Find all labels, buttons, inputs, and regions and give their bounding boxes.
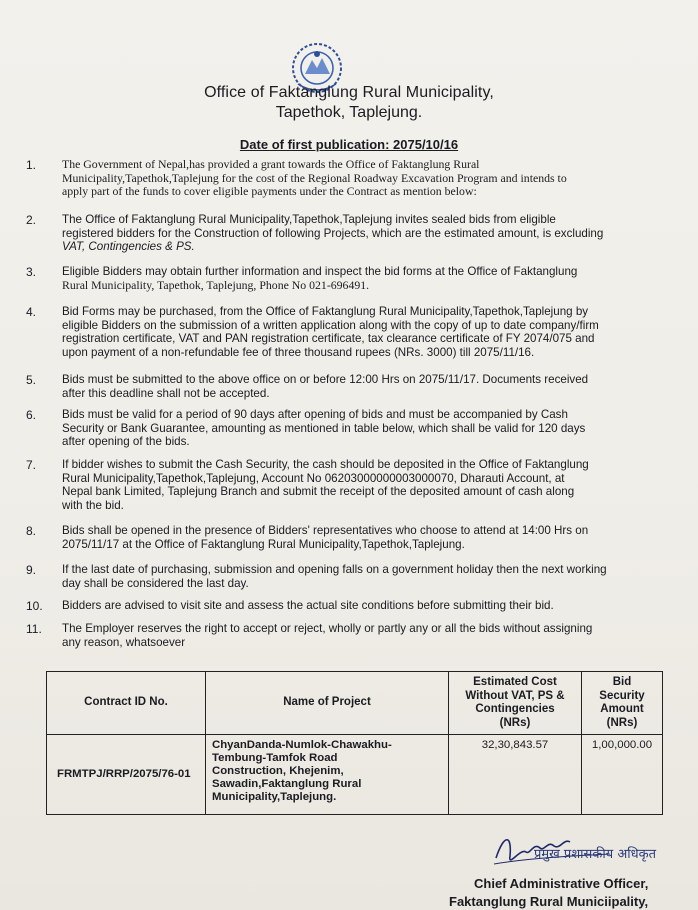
item-line: Rural Municipality, Tapethok, Taplejung, Phone No 021-696491.	[62, 277, 370, 292]
item-line: upon payment of a non-refundable fee of three thousand rupees (NRs. 3000) till 2075/11/16.	[62, 345, 535, 359]
item-line: Bids must be submitted to the above office on or before 12:00 Hrs on 2075/11/17. Documents received	[62, 373, 589, 386]
item-line: Bids shall be opened in the presence of Bidders' representatives who choose to attend at 14:00 Hrs on	[62, 524, 589, 537]
contract-table	[46, 671, 663, 815]
header-estimated-cost: Estimated Cost Without VAT, PS & Contingencies (NRs)	[449, 672, 582, 735]
item-line: Eligible Bidders may obtain further information and inspect the bid forms at the Office of Faktanglung	[62, 265, 578, 278]
item-line: The Office of Faktanglung Rural Municipality,Tapethok,Taplejung invites sealed bids from eligible	[62, 213, 556, 226]
item-line: after this deadline shall not be accepted.	[62, 386, 270, 400]
item-line: any reason, whatsoever	[62, 635, 186, 649]
cell-bid-security: 1,00,000.00	[582, 735, 663, 815]
item-line: Municipality,Tapethok,Taplejung for the cost of the Regional Roadway Excavation Program and intends to	[62, 170, 567, 185]
item-number: 1.	[26, 158, 37, 172]
item-number: 6.	[26, 408, 37, 422]
item-line: apply part of the funds to cover eligible payments under the Contract as mention below:	[62, 184, 477, 199]
item-line: day shall be considered the last day.	[62, 576, 249, 590]
item-line: 2075/11/17 at the Office of Faktanglung Rural Municipality,Tapethok,Taplejung.	[62, 537, 465, 551]
devanagari-stamp: प्रमुख प्रशासकीय अधिकृत	[534, 847, 657, 862]
table-row	[47, 735, 663, 815]
header-contract-id: Contract ID No.	[47, 672, 206, 735]
office-address-heading: Tapethok, Taplejung.	[275, 104, 423, 121]
item-line: eligible Bidders on the submission of a written application along with the copy of up to date company/firm	[62, 318, 599, 332]
item-line: The Employer reserves the right to accept or reject, wholly or partly any or all the bids without assigning	[62, 622, 593, 635]
item-line: registration certificate, VAT and PAN registration certificate, tax clearance certificate of FY 2074/075 and	[62, 332, 595, 346]
item-number: 10.	[26, 599, 43, 613]
item-number: 7.	[26, 458, 37, 472]
item-line: If bidder wishes to submit the Cash Security, the cash should be deposited in the Office of Faktanglung	[62, 458, 589, 471]
header-bid-security: Bid Security Amount (NRs)	[582, 672, 663, 735]
officer-title: Chief Administrative Officer,	[474, 876, 649, 891]
item-line: Bidders are advised to visit site and assess the actual site conditions before submitting their bid.	[62, 599, 554, 612]
item-line: Bid Forms may be purchased, from the Office of Faktanglung Rural Municipality,Tapethok,Taplejung by	[62, 305, 589, 318]
item-line: registered bidders for the Construction of following Projects, which are the estimated amount, is excluding	[62, 226, 604, 240]
cell-estimated-cost: 32,30,843.57	[449, 735, 582, 815]
header-project-name: Name of Project	[206, 672, 449, 735]
item-number: 11.	[26, 622, 42, 636]
item-number: 4.	[26, 305, 37, 319]
item-line: Nepal bank Limited, Taplejung Branch and submit the receipt of the deposited amount of cash along	[62, 485, 575, 499]
item-number: 2.	[26, 213, 37, 227]
item-line: VAT, Contingencies & PS.	[62, 240, 195, 254]
item-number: 3.	[26, 265, 37, 279]
officer-office: Faktanglung Rural Municiipality,	[449, 894, 649, 909]
item-line: after opening of the bids.	[62, 435, 190, 449]
item-line: with the bid.	[62, 498, 124, 512]
cell-contract-id: FRMTPJ/RRP/2075/76-01	[47, 735, 206, 815]
cell-project-name: ChyanDanda-Numlok-Chawakhu- Tembung-Tamfok Road Construction, Khejenim, Sawadin,Faktanglung Rural Municipality,Taplejung.	[206, 735, 449, 815]
publication-date: Date of first publication: 2075/10/16	[239, 137, 459, 152]
item-line: Rural Municipality,Tapethok,Taplejung, Account No 06203000000003000070, Dharauti Account, at	[62, 471, 565, 485]
item-number: 5.	[26, 373, 37, 387]
item-number: 8.	[26, 524, 37, 538]
table-header-row	[47, 672, 663, 735]
office-name-heading: Office of Faktanglung Rural Municipality,	[204, 84, 494, 101]
item-line: If the last date of purchasing, submission and opening falls on a government holiday then the next working	[62, 563, 607, 576]
item-line: The Government of Nepal,has provided a grant towards the Office of Faktanglung Rural	[62, 157, 480, 171]
item-line: Security or Bank Guarantee, amounting as mentioned in table below, which shall be valid for 120 days	[62, 421, 586, 435]
item-number: 9.	[26, 563, 37, 577]
item-line: Bids must be valid for a period of 90 days after opening of bids and must be accompanied by Cash	[62, 408, 568, 421]
